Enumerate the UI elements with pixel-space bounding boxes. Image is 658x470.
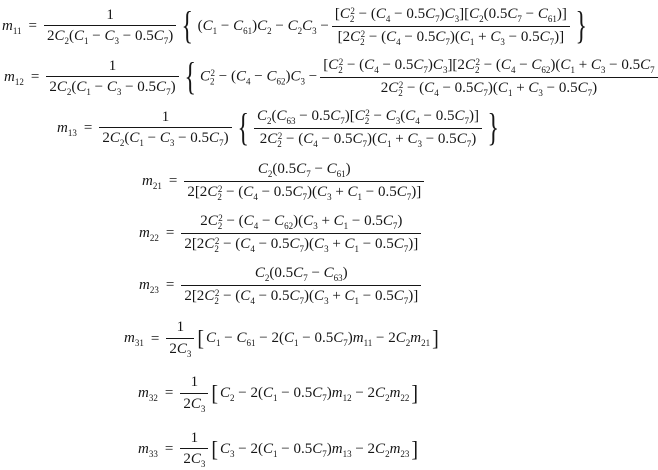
main-fraction [184, 160, 424, 203]
bracketed-expression: $C_2 - 2(C_1 - 0.5C_7)m_{12} - 2C_2m_{22}$ [220, 384, 410, 403]
equals-sign: = [30, 69, 40, 86]
equation-m22 [139, 212, 650, 255]
open-bracket: [ [211, 437, 218, 462]
main-fraction [332, 5, 570, 48]
close-bracket: ] [411, 437, 419, 462]
close-brace: } [487, 106, 499, 150]
fraction-bar [180, 448, 208, 449]
lhs-m11: $m_{11}$ [2, 17, 22, 36]
equation-m21 [142, 160, 650, 203]
coefficient-fraction [180, 429, 208, 470]
bracketed-expression: $C_1 - C_{61} - 2(C_1 - 0.5C_7)m_{11} - 2C_2m_{21}$ [206, 330, 431, 348]
coefficient-fraction [99, 108, 231, 150]
close-bracket: ] [411, 381, 419, 407]
fraction-numerator: 1 [161, 108, 170, 125]
main-fraction [181, 212, 421, 255]
open-bracket: [ [197, 326, 204, 352]
fraction-bar [181, 233, 421, 234]
fraction-numerator: $[C_2^2 - (C_4 - 0.5C_7)C_3][C_2(0.5C_7 - C_{61})]$ [334, 5, 567, 24]
fraction-denominator: $2C_2^2 - (C_4 - 0.5C_7)(C_1 + C_3 - 0.5C_7)$ [380, 79, 598, 98]
equals-sign: = [165, 277, 175, 294]
fraction-numerator: $2C_2^2 - (C_4 - C_{62})(C_3 + C_1 - 0.5C_7)$ [200, 212, 403, 231]
equation-m13 [57, 107, 650, 150]
equals-sign: = [83, 120, 93, 137]
lhs-m33: $m_{33}$ [138, 440, 158, 459]
fraction-denominator: $2C_2(C_1 - C_3 - 0.5C_7)$ [102, 130, 229, 149]
lhs-m22: $m_{22}$ [139, 224, 159, 243]
coefficient-fraction [44, 6, 176, 48]
fraction-denominator: $2C_2(C_1 - C_3 - 0.5C_7)$ [46, 28, 174, 47]
fraction-bar [332, 26, 570, 27]
open-brace: { [184, 55, 196, 99]
lhs-m12: $m_{12}$ [4, 68, 24, 87]
lhs-m13: $m_{13}$ [57, 119, 77, 138]
open-bracket: [ [211, 381, 218, 407]
main-fraction [254, 107, 482, 150]
equation-m11 [2, 5, 650, 48]
fraction-denominator: $2[2C_2^2 - (C_4 - 0.5C_7)(C_3 + C_1 - 0.5C_7)]$ [184, 235, 419, 254]
main-fraction [181, 264, 421, 307]
fraction-denominator: $2C_3$ [169, 340, 192, 359]
fraction-bar [254, 128, 482, 129]
fraction-numerator: 1 [190, 373, 199, 390]
equation-m33 [138, 429, 650, 470]
equals-sign: = [165, 225, 175, 242]
equation-m32 [138, 373, 650, 415]
fraction-denominator: $2C_2^2 - (C_4 - 0.5C_7)(C_1 + C_3 - 0.5C_7)$ [259, 130, 477, 149]
equation-m12 [4, 55, 655, 99]
fraction-numerator: $[C_2^2 - (C_4 - 0.5C_7)C_3][2C_2^2 - (C_4 - C_{62})(C_1 + C_3 - 0.5C_7$ [323, 56, 655, 75]
coefficient-fraction [180, 373, 208, 415]
close-brace: } [575, 4, 587, 48]
coefficient-fraction [46, 57, 178, 99]
fraction-numerator: $C_2(0.5C_7 - C_{61})$ [257, 161, 351, 179]
lhs-m32: $m_{32}$ [138, 384, 158, 403]
equation-m23 [139, 264, 650, 307]
main-fraction [320, 56, 657, 99]
equals-sign: = [28, 18, 37, 35]
fraction-numerator: $C_2(C_{63} - 0.5C_7)[C_2^2 - C_3(C_4 - 0.5C_7)]$ [256, 107, 479, 126]
open-brace: { [181, 4, 194, 48]
fraction-denominator: $2C_3$ [183, 451, 206, 470]
lhs-m31: $m_{31}$ [124, 330, 144, 348]
lhs-m23: $m_{23}$ [139, 276, 159, 295]
equals-sign: = [150, 330, 160, 347]
fraction-denominator: $[2C_2^2 - (C_4 - 0.5C_7)(C_1 + C_3 - 0.5C_7)]$ [337, 28, 565, 47]
fraction-denominator: $2C_3$ [183, 395, 206, 414]
coefficient-fraction [166, 318, 194, 360]
lhs-m21: $m_{21}$ [142, 172, 162, 191]
fraction-bar [180, 393, 208, 394]
fraction-numerator: 1 [176, 319, 185, 336]
fraction-numerator: $C_2(0.5C_7 - C_{63})$ [254, 265, 348, 283]
fraction-numerator: 1 [106, 6, 114, 23]
fraction-bar [320, 77, 657, 78]
fraction-bar [166, 338, 194, 339]
fraction-denominator: $2[2C_2^2 - (C_4 - 0.5C_7)(C_3 + C_1 - 0.5C_7)]$ [184, 287, 419, 306]
fraction-denominator: $2[2C_2^2 - (C_4 - 0.5C_7)(C_3 + C_1 - 0.5C_7)]$ [187, 183, 422, 202]
open-brace: { [237, 106, 249, 150]
fraction-bar [46, 76, 178, 77]
equals-sign: = [168, 173, 178, 190]
fraction-denominator: $2C_2(C_1 - C_3 - 0.5C_7)$ [49, 79, 176, 98]
fraction-bar [44, 25, 176, 26]
fraction-numerator: 1 [190, 429, 199, 446]
equation-m31 [124, 318, 650, 360]
fraction-numerator: 1 [108, 57, 117, 74]
fraction-bar [99, 127, 231, 128]
equals-sign: = [164, 385, 174, 402]
close-bracket: ] [432, 326, 439, 352]
prefix-terms: $C_2^2 - (C_4 - C_{62})C_3$ − [199, 68, 318, 87]
prefix-terms: $(C_1 - C_{61})C_2 - C_2C_3$ − [197, 17, 329, 36]
fraction-bar [181, 285, 421, 286]
fraction-bar [184, 181, 424, 182]
equals-sign: = [164, 441, 174, 458]
bracketed-expression: $C_3 - 2(C_1 - 0.5C_7)m_{13} - 2C_2m_{23}$ [220, 440, 410, 459]
